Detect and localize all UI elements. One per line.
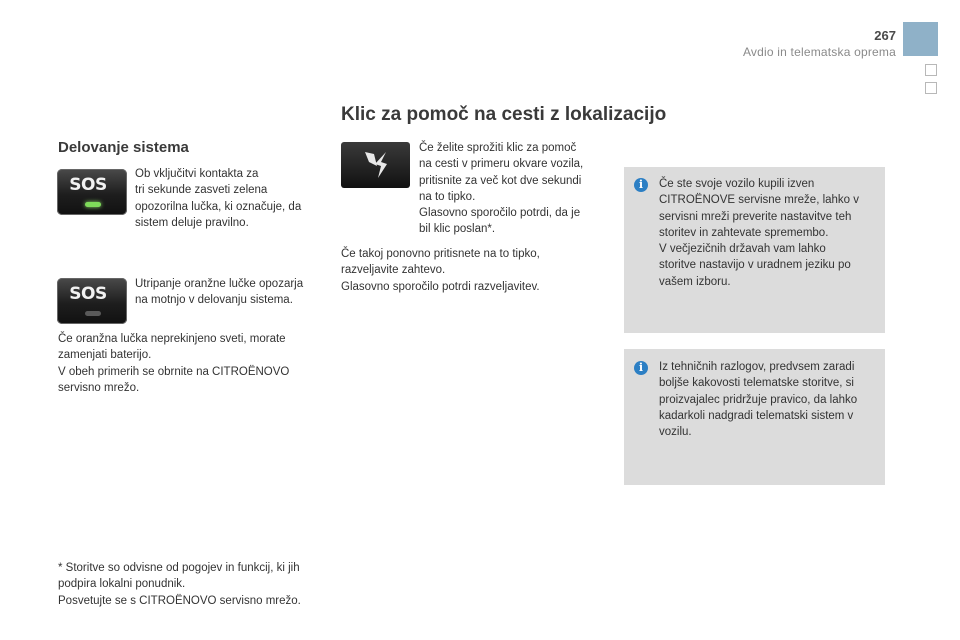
chapter-title: Avdio in telematska oprema [742, 45, 896, 59]
section-title: Delovanje sistema [58, 139, 189, 156]
text-cancel-call: Če takoj ponovno pritisnete na to tipko, razveljavite zahtevo. Glasovno sporočilo potrdi razveljavitev. [341, 248, 540, 293]
text-assistance-call: Če želite sprožiti klic za pomoč na cesti v primeru okvare vozila, pritisnite za več kot dve sekundi na to tipko. Glasovno sporočilo potrdi, da je bil klic poslan*. [419, 142, 584, 236]
page-marker-square [925, 64, 937, 76]
info-text-upgrade: Iz tehničnih razlogov, predvsem zaradi boljše kakovosti telematske storitve, si proizvajalec pridržuje pravico, da lahko kadarkoli nadgradi telematski sistem v vozilu. [659, 361, 858, 439]
sos-button-blinking-image [57, 278, 127, 324]
main-title: Klic za pomoč na cesti z lokalizacijo [341, 104, 667, 125]
chapter-tab [903, 22, 938, 56]
footnote: * Storitve so odvisne od pogojev in funkcij, ki jih podpira lokalni ponudnik. Posvetujte se s CITROËNOVO servisno mrežo. [58, 562, 301, 607]
sos-button-green-image [57, 169, 127, 215]
page-number: 267 [874, 28, 896, 43]
info-icon: i [634, 361, 648, 375]
sos-button-label: SOS [69, 175, 107, 195]
text-orange-led-steady: Če oranžna lučka neprekinjeno sveti, morate zamenjati baterijo. V obeh primerih se obrnite na CITROËNOVO servisno mrežo. [58, 333, 290, 394]
text-green-led: Ob vključitvi kontakta za tri sekunde zasveti zelena opozorilna lučka, ki označuje, da sistem deluje pravilno. [135, 168, 302, 229]
page-marker-square [925, 82, 937, 94]
assistance-button-image [341, 142, 410, 188]
sos-button-label: SOS [69, 284, 107, 304]
ds-logo-icon [341, 142, 410, 188]
info-text-settings: Če ste svoje vozilo kupili izven CITROËNOVE servisne mreže, lahko v servisni mreži preverite nastavitve teh storitev in zahtevate spremembo. V večjezičnih državah vam lahko storitve nastavijo v uradnem jeziku po vašem izboru. [659, 178, 860, 288]
led-off-icon [85, 311, 101, 316]
info-icon: i [634, 178, 648, 192]
green-led-icon [85, 202, 101, 207]
info-box-settings [624, 167, 885, 333]
info-box-upgrade [624, 349, 885, 485]
text-orange-led-blinking: Utripanje oranžne lučke opozarja na motnjo v delovanju sistema. [135, 278, 304, 307]
